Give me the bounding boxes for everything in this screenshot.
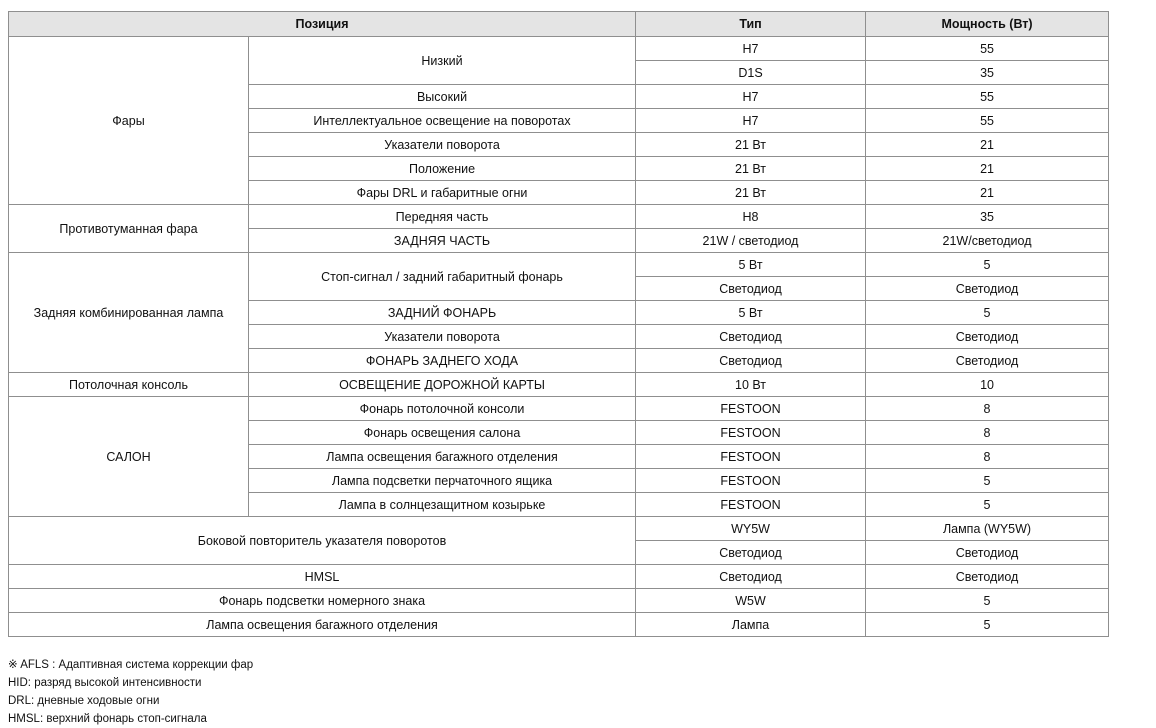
footnote-hid: HID: разряд высокой интенсивности [8,677,202,689]
power-cell: 5 [866,469,1109,493]
table-header-row [9,12,1109,37]
position-cell: ЗАДНИЙ ФОНАРЬ [249,301,636,325]
type-cell: W5W [636,589,866,613]
type-cell: 21W / светодиод [636,229,866,253]
type-cell: FESTOON [636,493,866,517]
power-cell: Светодиод [866,325,1109,349]
type-cell: Светодиод [636,325,866,349]
position-cell: Положение [249,157,636,181]
position-cell: Передняя часть [249,205,636,229]
power-cell: 5 [866,493,1109,517]
type-cell: Светодиод [636,565,866,589]
header-power: Мощность (Вт) [866,12,1109,37]
power-cell: 21W/светодиод [866,229,1109,253]
position-cell: Фонарь подсветки номерного знака [9,589,636,613]
position-cell: Интеллектуальное освещение на поворотах [249,109,636,133]
power-cell: 35 [866,205,1109,229]
power-cell: Лампа (WY5W) [866,517,1109,541]
type-cell: Светодиод [636,541,866,565]
power-cell: 8 [866,445,1109,469]
table-row [9,37,1109,61]
type-cell: FESTOON [636,469,866,493]
power-cell: Светодиод [866,277,1109,301]
power-cell: 5 [866,589,1109,613]
bulb-spec-table [8,11,1109,637]
power-cell: 10 [866,373,1109,397]
group-cell: Потолочная консоль [9,373,249,397]
header-position: Позиция [9,12,636,37]
type-cell: H7 [636,109,866,133]
power-cell: Светодиод [866,565,1109,589]
type-cell: 5 Вт [636,301,866,325]
type-cell: 21 Вт [636,181,866,205]
type-cell: Светодиод [636,277,866,301]
position-cell: Высокий [249,85,636,109]
power-cell: 8 [866,397,1109,421]
position-cell: Фары DRL и габаритные огни [249,181,636,205]
footnote-drl: DRL: дневные ходовые огни [8,695,160,707]
footnote-hmsl: HMSL: верхний фонарь стоп-сигнала [8,713,207,725]
power-cell: 5 [866,613,1109,637]
group-cell: Фары [9,37,249,205]
table-row [9,517,1109,541]
position-cell: Лампа освещения багажного отделения [9,613,636,637]
group-cell: Противотуманная фара [9,205,249,253]
position-cell: HMSL [9,565,636,589]
position-cell: ФОНАРЬ ЗАДНЕГО ХОДА [249,349,636,373]
position-cell: Фонарь потолочной консоли [249,397,636,421]
type-cell: 5 Вт [636,253,866,277]
group-cell: САЛОН [9,397,249,517]
position-cell: ЗАДНЯЯ ЧАСТЬ [249,229,636,253]
type-cell: Лампа [636,613,866,637]
position-cell: Указатели поворота [249,325,636,349]
type-cell: H7 [636,85,866,109]
position-cell: Фонарь освещения салона [249,421,636,445]
position-cell: Лампа в солнцезащитном козырьке [249,493,636,517]
power-cell: 5 [866,253,1109,277]
group-cell: Задняя комбинированная лампа [9,253,249,373]
power-cell: 21 [866,181,1109,205]
power-cell: 55 [866,109,1109,133]
type-cell: H7 [636,37,866,61]
header-type: Тип [636,12,866,37]
type-cell: 21 Вт [636,133,866,157]
table-row [9,589,1109,613]
power-cell: 35 [866,61,1109,85]
power-cell: 8 [866,421,1109,445]
table-row [9,253,1109,277]
position-cell: Лампа подсветки перчаточного ящика [249,469,636,493]
table-row [9,613,1109,637]
type-cell: FESTOON [636,421,866,445]
footnotes [8,656,253,728]
position-cell: Указатели поворота [249,133,636,157]
power-cell: 21 [866,157,1109,181]
position-cell: Низкий [249,37,636,85]
table-row [9,205,1109,229]
footnote-afls: ※ AFLS : Адаптивная система коррекции фар [8,659,254,671]
type-cell: D1S [636,61,866,85]
power-cell: Светодиод [866,541,1109,565]
type-cell: 10 Вт [636,373,866,397]
power-cell: 5 [866,301,1109,325]
table-row [9,397,1109,421]
type-cell: FESTOON [636,445,866,469]
position-cell: Стоп-сигнал / задний габаритный фонарь [249,253,636,301]
position-cell: Лампа освещения багажного отделения [249,445,636,469]
type-cell: WY5W [636,517,866,541]
table-row [9,373,1109,397]
type-cell: FESTOON [636,397,866,421]
type-cell: 21 Вт [636,157,866,181]
type-cell: H8 [636,205,866,229]
table-row [9,565,1109,589]
power-cell: 21 [866,133,1109,157]
position-cell: ОСВЕЩЕНИЕ ДОРОЖНОЙ КАРТЫ [249,373,636,397]
power-cell: 55 [866,85,1109,109]
type-cell: Светодиод [636,349,866,373]
position-cell: Боковой повторитель указателя поворотов [9,517,636,565]
power-cell: 55 [866,37,1109,61]
power-cell: Светодиод [866,349,1109,373]
